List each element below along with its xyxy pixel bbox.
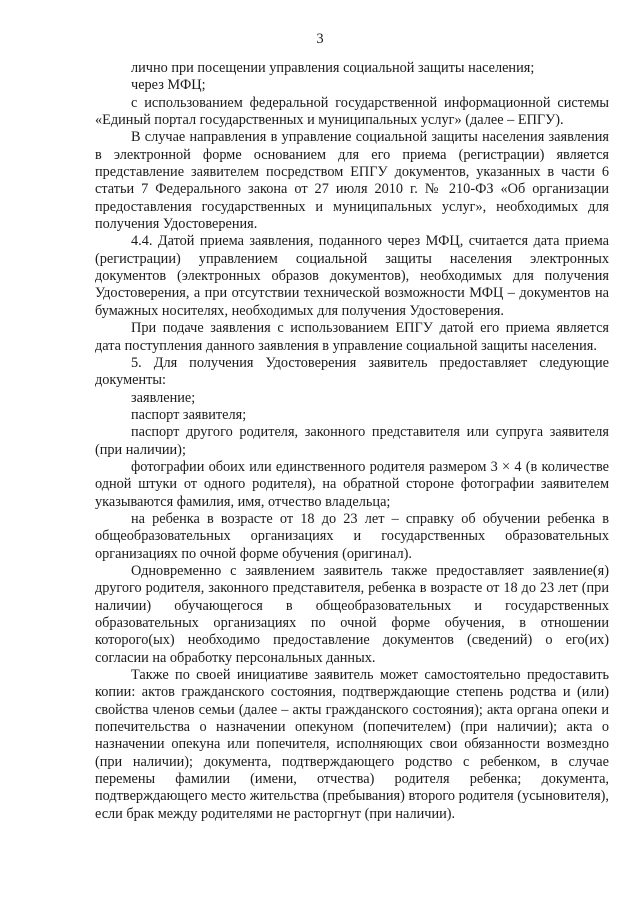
paragraph: с использованием федеральной государственной информационной системы «Единый портал государственных и муниципальных услуг» (далее – ЕПГУ). bbox=[95, 94, 609, 129]
document-body bbox=[95, 60, 609, 823]
paragraph: на ребенка в возрасте от 18 до 23 лет – справку об обучении ребенка в общеобразовательных организациях и государственных образовательных организациях по очной форме обучения (оригинал). bbox=[95, 510, 609, 562]
paragraph: фотографии обоих или единственного родителя размером 3 × 4 (в количестве одной штуки от одного родителя), на обратной стороне фотографии заявителем указываются фамилия, имя, отчество владельца; bbox=[95, 458, 609, 510]
paragraph: Одновременно с заявлением заявитель также предоставляет заявление(я) другого родителя, законного представителя, ребенка в возрасте от 18 до 23 лет (при наличии) обучающегося в общеобразовательных и государственных образовательных организациях по очной форме обучения, в отношении которого(ых) необходимо предоставление документов (сведений) о его(их) согласии на обработку персональных данных. bbox=[95, 562, 609, 666]
paragraph: лично при посещении управления социальной защиты населения; bbox=[131, 60, 535, 76]
page-number: 3 bbox=[316, 31, 324, 47]
paragraph: Также по своей инициативе заявитель может самостоятельно предоставить копии: актов гражданского состояния, подтверждающие степень родства и (или) свойства членов семьи (далее – акты гражданского состояния); акта органа опеки и попечительства о назначении опекуном (попечителем) (при наличии); акта о назначении опекуна или попечителя, исполняющих свои обязанности возмездно (при наличии); документа, подтверждающего родство с ребенком, в случае перемены фамилии (имени, отчества) родителя ребенка; документа, подтверждающего место жительства (пребывания) второго родителя (усыновителя), если брак между родителями не расторгнут (при наличии). bbox=[95, 667, 609, 822]
paragraph: заявление; bbox=[131, 389, 196, 406]
paragraph: 4.4. Датой приема заявления, поданного через МФЦ, считается дата приема (регистрации) управлением социальной защиты населения электронных документов (электронных образов документов), необходимых для получения Удостоверения, а при отсутствии технической возможности МФЦ – документов на бумажных носителях, необходимых для получения Удостоверения. bbox=[95, 233, 609, 319]
paragraph: паспорт другого родителя, законного представителя или супруга заявителя (при наличии); bbox=[95, 424, 609, 458]
paragraph: 5. Для получения Удостоверения заявитель предоставляет следующие документы: bbox=[95, 354, 609, 389]
paragraph: через МФЦ; bbox=[131, 77, 206, 94]
paragraph: В случае направления в управление социальной защиты населения заявления в электронной форме основанием для его приема (регистрации) является представление заявителем посредством ЕПГУ документов, указанных в части 6 статьи 7 Федерального закона от 27 июля 2010 г. № 210-ФЗ «Об организации предоставления государственных и муниципальных услуг», необходимых для получения Удостоверения. bbox=[95, 129, 609, 233]
paragraph: При подаче заявления с использованием ЕПГУ датой его приема является дата поступления данного заявления в управление социальной защиты населения. bbox=[95, 320, 609, 354]
paragraph: паспорт заявителя; bbox=[131, 406, 247, 423]
